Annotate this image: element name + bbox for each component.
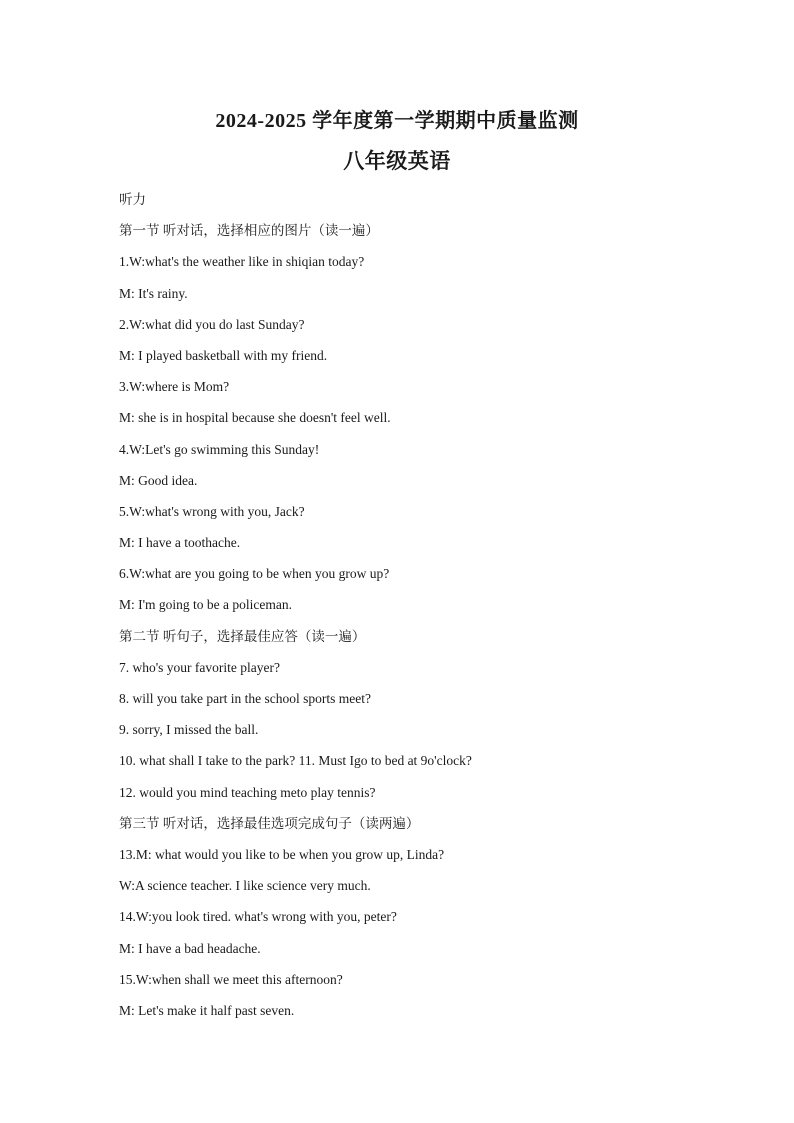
- text-line: 13.M: what would you like to be when you grow up, Linda?: [119, 846, 445, 862]
- text-line: 7. who's your favorite player?: [119, 659, 281, 675]
- text-line: M: Let's make it half past seven.: [119, 1002, 295, 1018]
- text-line: 3.W:where is Mom?: [119, 379, 230, 395]
- page-subtitle: 八年级英语: [343, 149, 451, 173]
- part-heading: 第二节 听句子，选择最佳应答（读一遍）: [119, 628, 366, 644]
- listening-script: [119, 184, 759, 1026]
- section-heading: 听力: [119, 192, 146, 207]
- page-title: 2024-2025 学年度第一学期期中质量监测: [215, 110, 579, 132]
- text-line: M: I have a bad headache.: [119, 940, 261, 956]
- text-line: 2.W:what did you do last Sunday?: [119, 316, 305, 332]
- text-line: 6.W:what are you going to be when you grow up?: [119, 566, 390, 582]
- text-line: M: I played basketball with my friend.: [119, 347, 328, 363]
- text-line: 9. sorry, I missed the ball.: [119, 722, 259, 738]
- text-line: 10. what shall I take to the park? 11. Must Igo to bed at 9o'clock?: [119, 753, 472, 769]
- text-line: 8. will you take part in the school sports meet?: [119, 691, 371, 706]
- text-line: 12. would you mind teaching meto play tennis?: [119, 784, 376, 800]
- text-line: M: Good idea.: [119, 472, 198, 488]
- text-line: 15.W:when shall we meet this afternoon?: [119, 971, 343, 987]
- part-heading: 第三节 听对话，选择最佳选项完成句子（读两遍）: [119, 815, 420, 831]
- part-heading: 第一节 听对话，选择相应的图片（读一遍）: [119, 223, 379, 239]
- text-line: M: I'm going to be a policeman.: [119, 597, 293, 613]
- text-line: 14.W:you look tired. what's wrong with you, peter?: [119, 909, 397, 925]
- text-line: M: she is in hospital because she doesn't feel well.: [119, 410, 391, 426]
- text-line: M: I have a toothache.: [119, 535, 241, 551]
- text-line: 1.W:what's the weather like in shiqian today?: [119, 254, 365, 270]
- text-line: M: It's rainy.: [119, 285, 188, 301]
- text-line: 5.W:what's wrong with you, Jack?: [119, 503, 305, 519]
- text-line: 4.W:Let's go swimming this Sunday!: [119, 441, 320, 457]
- text-line: W:A science teacher. I like science very much.: [119, 878, 371, 894]
